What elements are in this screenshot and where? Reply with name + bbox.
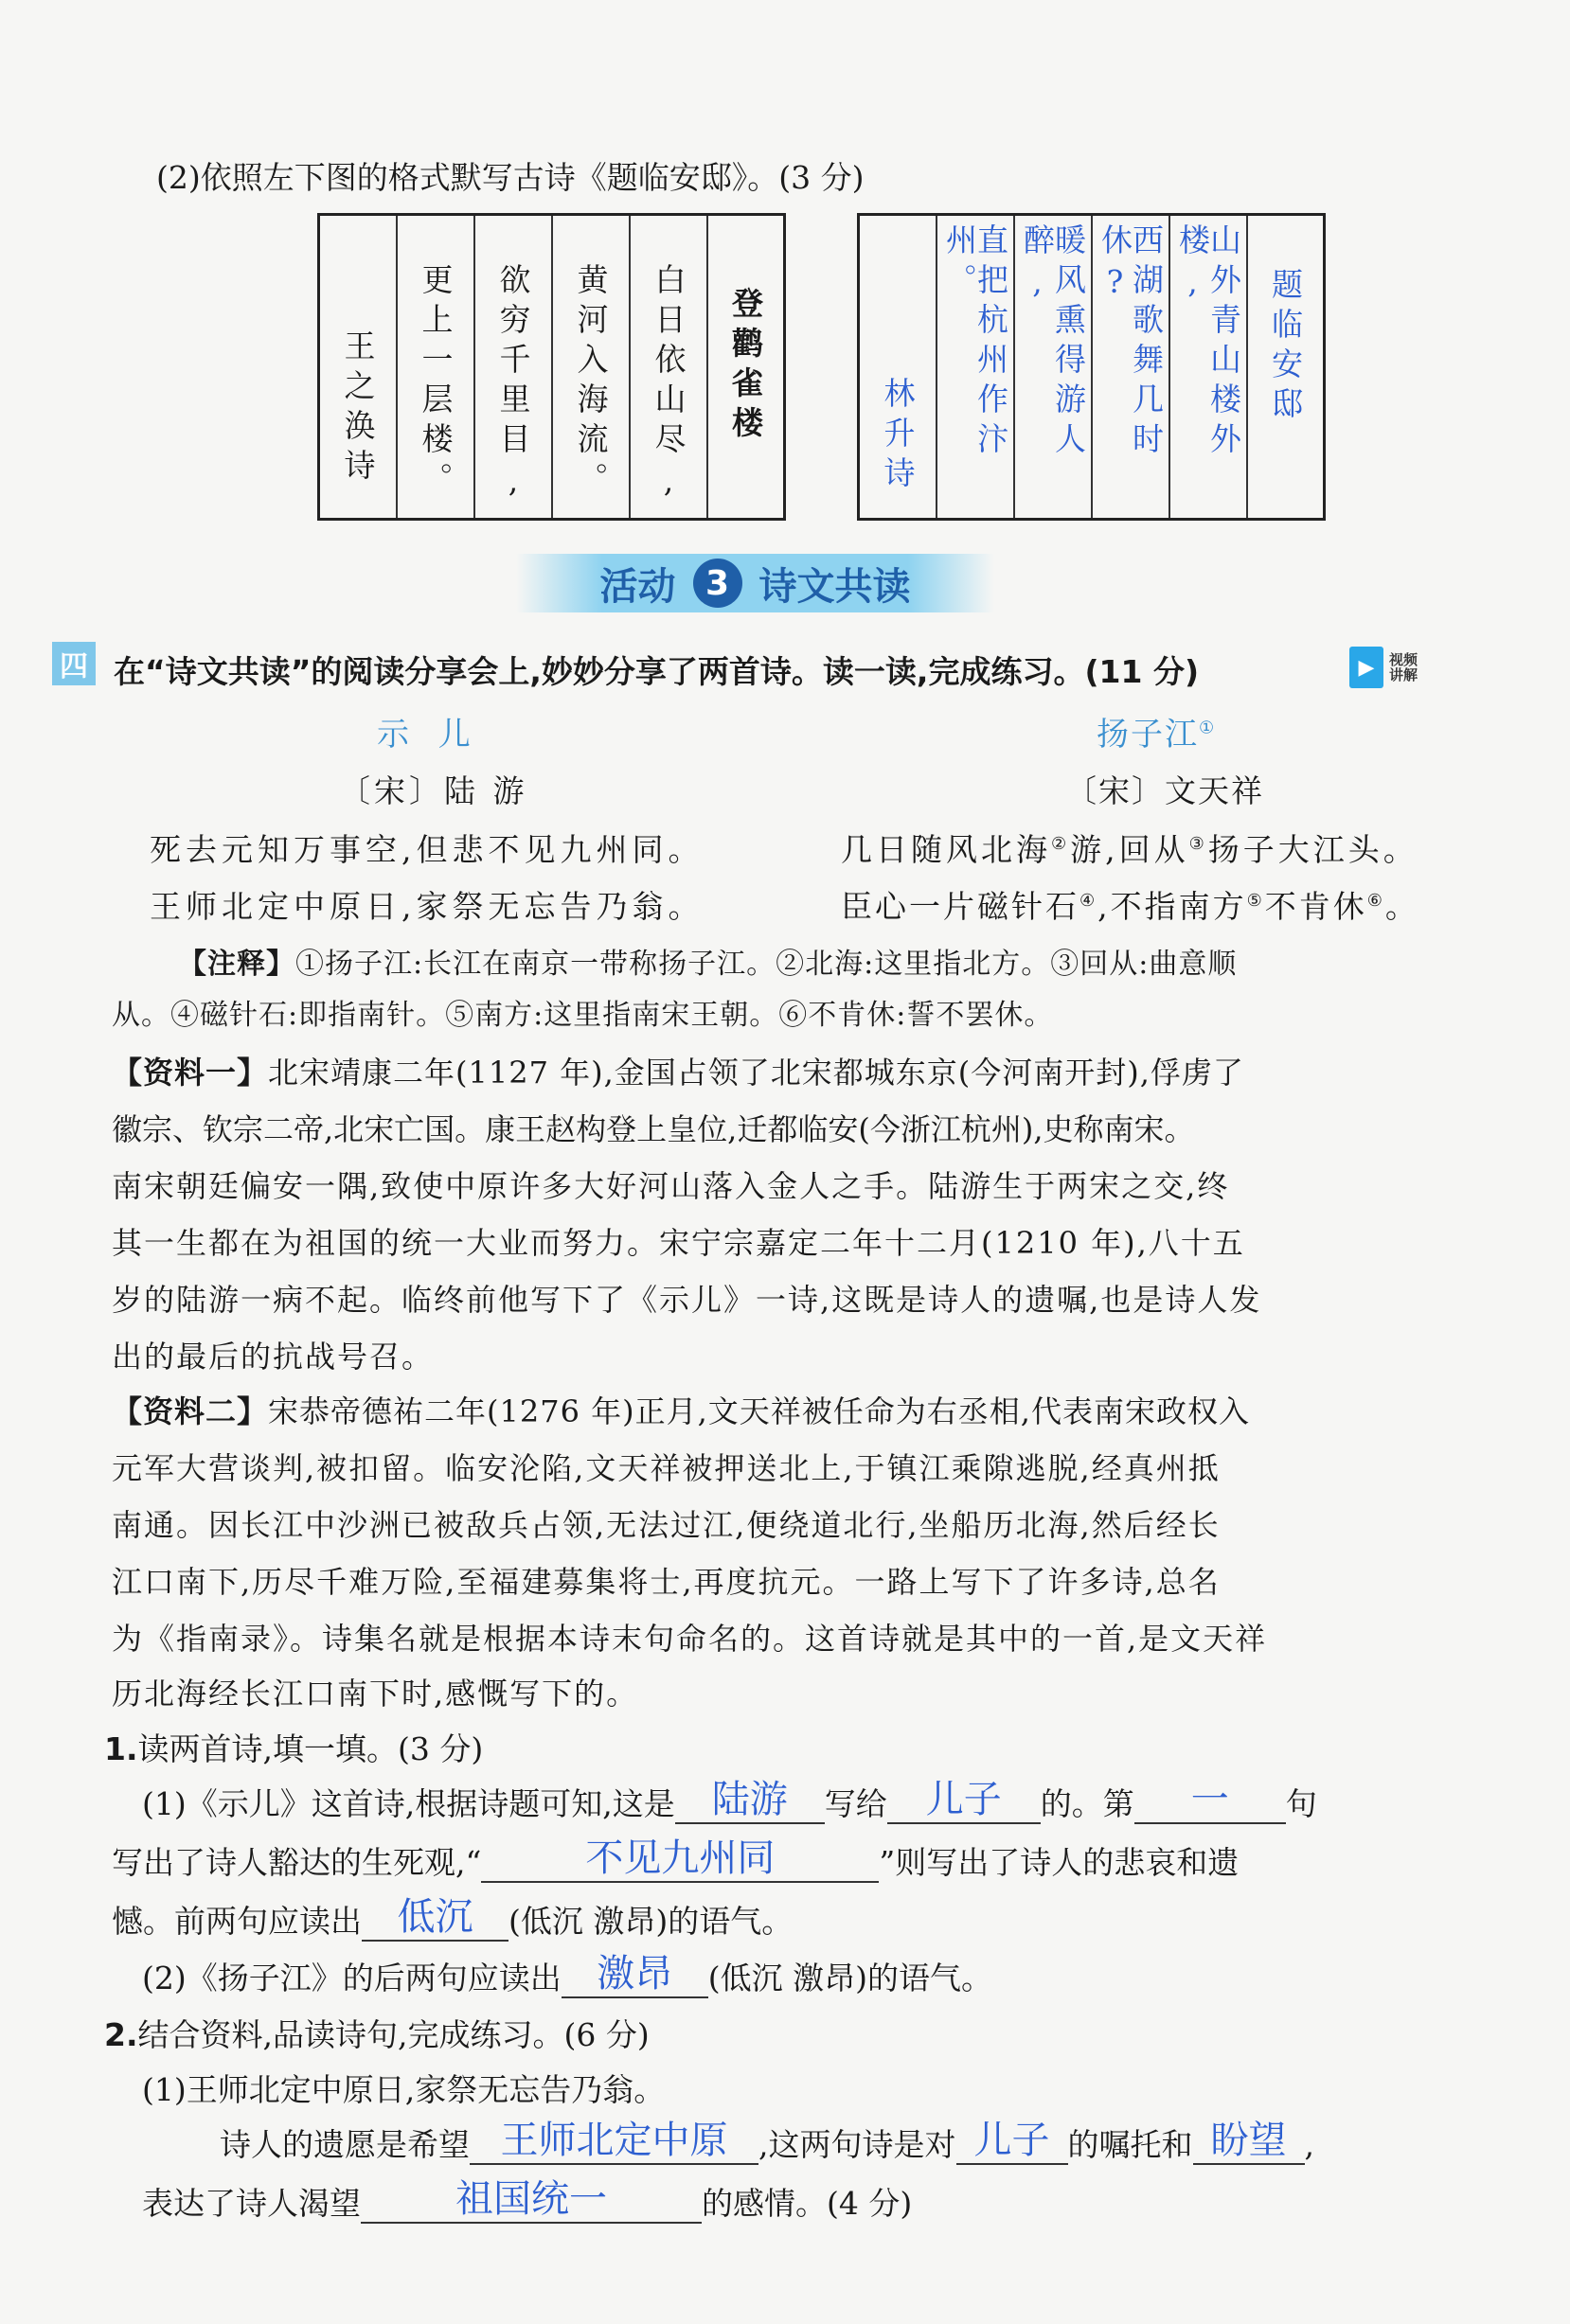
- q1-sentence-2: [112, 1836, 1240, 1881]
- q1-number: 1.: [104, 1730, 138, 1767]
- note-ref-3: ③: [1188, 834, 1208, 854]
- q2-blank-b[interactable]: [956, 2119, 1068, 2165]
- q2-sentence-1: (1)王师北定中原日,家祭无忘告乃翁。: [142, 2071, 666, 2108]
- note-line-1: [178, 940, 1237, 982]
- material-1-label: 【资料一】: [112, 1055, 269, 1091]
- right-poem-line-3-text: 暖风熏得游人醉,: [1019, 223, 1087, 462]
- material-1-line-5: 岁的陆游一病不起。临终前他写下了《示儿》一诗,这既是诗人的遗嘱,也是诗人发: [112, 1282, 1262, 1318]
- video-label-line-2: 讲解: [1389, 666, 1418, 683]
- q1-s1d: 句: [1285, 1785, 1317, 1822]
- left-poem-line-3-text: 欲穷千里目,: [494, 263, 532, 507]
- q2-number: 2.: [104, 2016, 138, 2053]
- q1-s2b: ”则写出了诗人的悲哀和遗: [879, 1844, 1240, 1881]
- poem-b-l2d: 。: [1384, 888, 1419, 925]
- right-poem-line-1-text: 山外青山楼外楼,: [1174, 223, 1242, 462]
- material-1-line-2: 徽宗、钦宗二帝,北宋亡国。康王赵构登上皇位,迁都临安(今浙江杭州),史称南宋。: [112, 1111, 1195, 1147]
- material-2-line-4: 江口南下,历尽千难万险,至福建募集将士,再度抗元。一路上写下了许多诗,总名: [112, 1564, 1221, 1600]
- q2-title-text: 结合资料,品读诗句,完成练习。(6 分): [137, 2016, 650, 2053]
- right-poem-line-3: [1013, 216, 1091, 518]
- q2-s2c: 的嘱托和: [1067, 2126, 1193, 2163]
- q1-s4a: (2)《扬子江》的后两句应读出: [142, 1960, 562, 1996]
- q1-answer-d: 不见九州同: [585, 1836, 776, 1880]
- poem-b-l1a: 几日随风北海: [841, 831, 1051, 868]
- poem-b-line-1: [841, 825, 1418, 870]
- material-1-line-4: 其一生都在为祖国的统一大业而努力。宋宁宗嘉定二年十二月(1210 年),八十五: [112, 1225, 1245, 1261]
- poem-a-line-2: 王师北定中原日,家祭无忘告乃翁。: [150, 888, 705, 925]
- q2-title: [104, 2011, 650, 2055]
- q2-s2a: 诗人的遗愿是希望: [220, 2126, 470, 2163]
- poem-b-l2b: ,不指南方: [1097, 888, 1247, 925]
- material-1-line-1: [112, 1049, 1244, 1092]
- poem-b-l1b: 游,回从: [1070, 831, 1189, 868]
- activity-number-badge: 3: [693, 559, 742, 608]
- material-1-text-1: 北宋靖康二年(1127 年),金国占领了北宋都城东京(今河南开封),俘虏了: [268, 1055, 1244, 1091]
- q1-blank-c[interactable]: [1134, 1778, 1286, 1824]
- q2-answer-d: 祖国统一: [455, 2177, 607, 2221]
- question-4-badge: 四: [52, 642, 96, 685]
- material-1-line-3: 南宋朝廷偏安一隅,致使中原许多大好河山落入金人之手。陆游生于两宋之交,终: [112, 1168, 1230, 1204]
- q1-s1c: 的。第: [1040, 1785, 1134, 1822]
- material-1-line-6: 出的最后的抗战号召。: [112, 1339, 435, 1375]
- q2-s2b: ,这两句诗是对: [758, 2126, 956, 2163]
- section2-instruction: (2)依照左下图的格式默写古诗《题临安邸》。(3 分): [156, 159, 865, 196]
- q1-answer-c: 一: [1190, 1778, 1229, 1821]
- right-poem-line-4-text: 直把杭州作汴州。: [941, 223, 1009, 462]
- q1-s4b: (低沉 激昂)的语气。: [707, 1960, 992, 1996]
- q1-s3b: (低沉 激昂)的语气。: [508, 1903, 794, 1940]
- left-poem-line-1-text: 白日依山尽,: [650, 263, 687, 507]
- q1-answer-f: 激昂: [597, 1952, 673, 1996]
- q1-blank-e[interactable]: [362, 1895, 508, 1942]
- right-poem-title-col: [1246, 216, 1323, 518]
- right-poem-line-1: [1169, 216, 1246, 518]
- material-2-line-1: [112, 1388, 1250, 1431]
- poem-b-title-text: 扬子江: [1097, 716, 1199, 754]
- poem-a-title: 示 儿: [377, 716, 480, 754]
- poem-b-l2a: 臣心一片磁针石: [841, 888, 1079, 925]
- q2-sentence-3: [142, 2177, 913, 2222]
- q1-s1b: 写给: [824, 1785, 887, 1822]
- q1-s1a: (1)《示儿》这首诗,根据诗题可知,这是: [142, 1785, 675, 1822]
- q1-title: [104, 1725, 483, 1769]
- poem-b-author: 〔宋〕文天祥: [1065, 772, 1264, 809]
- left-poem-line-3: [473, 216, 551, 518]
- q1-answer-b: 儿子: [925, 1778, 1002, 1821]
- q2-s3b: 的感情。(4 分): [702, 2185, 913, 2222]
- left-poem-line-2: [551, 216, 629, 518]
- poem-b-title: [1097, 708, 1216, 754]
- video-explain-button[interactable]: [1349, 644, 1452, 691]
- q2-answer-c: 盼望: [1210, 2119, 1287, 2162]
- activity-banner: [516, 554, 994, 612]
- question-4-instruction: 在“诗文共读”的阅读分享会上,妙妙分享了两首诗。读一读,完成练习。(11 分): [114, 653, 1200, 690]
- note-ref-5: ⑤: [1246, 891, 1265, 911]
- q2-answer-b: 儿子: [973, 2119, 1050, 2162]
- q2-blank-d[interactable]: [361, 2177, 702, 2224]
- left-poem-line-1: [629, 216, 706, 518]
- q2-blank-a[interactable]: [470, 2119, 758, 2165]
- left-poem-box: [317, 213, 786, 521]
- material-2-line-6: 历北海经长江口南下时,感慨写下的。: [112, 1676, 639, 1712]
- left-poem-author: 王之涣诗: [339, 329, 377, 488]
- note-label: 【注释】: [178, 948, 295, 981]
- q1-blank-a[interactable]: [675, 1778, 825, 1824]
- q1-title-text: 读两首诗,填一填。(3 分): [137, 1730, 484, 1767]
- q1-blank-b[interactable]: [887, 1778, 1041, 1824]
- q2-blank-c[interactable]: [1193, 2119, 1305, 2165]
- left-poem-line-2-text: 黄河入海流。: [572, 263, 610, 502]
- material-2-text-1: 宋恭帝德祐二年(1276 年)正月,文天祥被任命为右丞相,代表南宋政权入: [268, 1393, 1250, 1429]
- left-poem-line-4-text: 更上一层楼。: [417, 263, 455, 502]
- q1-answer-a: 陆游: [711, 1778, 788, 1821]
- right-poem-author-col: [860, 216, 936, 518]
- activity-label-b: 诗文共读: [758, 564, 911, 609]
- left-poem-title-col: [706, 216, 783, 518]
- q1-answer-e: 低沉: [397, 1895, 473, 1939]
- right-poem-author: 林升诗: [879, 377, 917, 496]
- activity-label-a: 活动: [599, 564, 676, 609]
- right-poem-line-2: [1091, 216, 1169, 518]
- material-2-line-5: 为《指南录》。诗集名就是根据本诗末句命名的。这首诗就是其中的一首,是文天祥: [112, 1621, 1268, 1657]
- poem-b-title-note: ①: [1199, 718, 1217, 738]
- q1-sentence-3: [112, 1895, 794, 1940]
- poem-a-author: 〔宋〕陆 游: [339, 772, 528, 809]
- q2-s2d: ,: [1304, 2126, 1314, 2163]
- note-line-2: 从。④磁针石:即指南针。⑤南方:这里指南宋王朝。⑥不肯休:誓不罢休。: [112, 999, 1054, 1032]
- q2-s3a: 表达了诗人渴望: [142, 2185, 361, 2222]
- note-ref-6: ⑥: [1366, 891, 1385, 911]
- right-poem-line-2-text: 西湖歌舞几时休?: [1097, 223, 1165, 462]
- left-poem-line-4: [396, 216, 473, 518]
- q2-answer-a: 王师北定中原: [500, 2119, 728, 2162]
- q1-blank-f[interactable]: [562, 1952, 708, 1998]
- material-2-line-3: 南通。因长江中沙洲已被敌兵占领,无法过江,便绕道北行,坐船历北海,然后经长: [112, 1507, 1221, 1543]
- left-poem-author-col: [320, 216, 396, 518]
- note-ref-4: ④: [1079, 891, 1098, 911]
- video-label-line-1: 视频: [1389, 651, 1418, 668]
- poem-b-l1c: 扬子大江头。: [1207, 831, 1418, 868]
- q1-blank-d[interactable]: [481, 1836, 879, 1883]
- play-icon: ▶: [1349, 647, 1383, 688]
- right-poem-box: [857, 213, 1326, 521]
- right-poem-title: 题临安邸: [1267, 268, 1304, 427]
- left-poem-title: 登鹳雀楼: [727, 287, 764, 446]
- q1-s2a: 写出了诗人豁达的生死观,“: [112, 1844, 482, 1881]
- material-2-line-2: 元军大营谈判,被扣留。临安沦陷,文天祥被押送北上,于镇江乘隙逃脱,经真州抵: [112, 1450, 1221, 1486]
- q1-sentence-1: [142, 1778, 1317, 1822]
- poem-b-l2c: 不肯休: [1264, 888, 1367, 925]
- right-poem-line-4: [936, 216, 1013, 518]
- material-2-label: 【资料二】: [112, 1393, 269, 1429]
- q2-sentence-2: [220, 2119, 1314, 2163]
- poem-b-line-2: [841, 882, 1419, 927]
- q1-sentence-4: [142, 1952, 992, 1996]
- q1-s3a: 憾。前两句应读出: [112, 1903, 362, 1940]
- video-explain-label: [1389, 652, 1418, 683]
- note-text-1: ①扬子江:长江在南京一带称扬子江。②北海:这里指北方。③回从:曲意顺: [295, 948, 1238, 981]
- poem-a-line-1: 死去元知万事空,但悲不见九州同。: [150, 831, 705, 868]
- note-ref-2: ②: [1051, 834, 1071, 854]
